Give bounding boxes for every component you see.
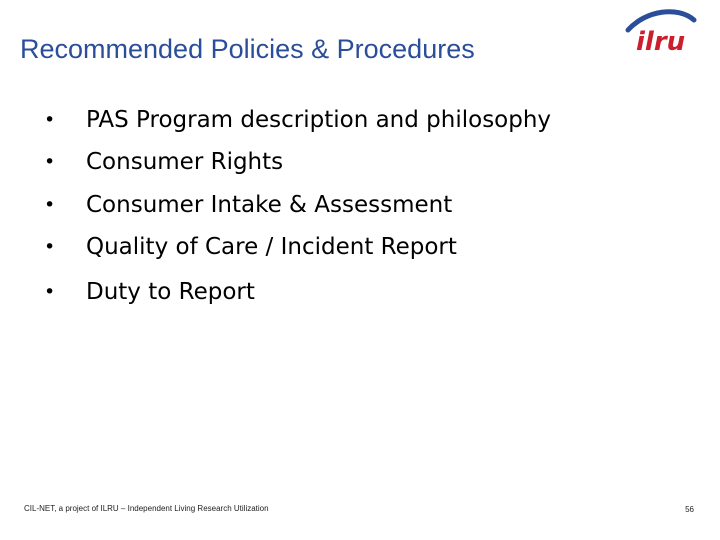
bullet-text: Consumer Rights bbox=[86, 149, 284, 175]
bullet-item bbox=[40, 229, 680, 265]
svg-text:ilru: ilru bbox=[636, 27, 686, 54]
bullet-marker: • bbox=[44, 281, 56, 303]
bullet-item bbox=[40, 144, 680, 180]
bullet-marker: • bbox=[44, 151, 56, 173]
bullet-item bbox=[40, 187, 680, 223]
bullet-item bbox=[40, 102, 680, 138]
bullet-marker: • bbox=[44, 194, 56, 216]
slide-title: Recommended Policies & Procedures bbox=[20, 34, 475, 64]
bullet-item bbox=[40, 274, 680, 310]
ilru-logo bbox=[620, 8, 700, 54]
bullet-text: Consumer Intake & Assessment bbox=[86, 192, 453, 218]
footer-credit: CIL-NET, a project of ILRU – Independent Living Research Utilization bbox=[24, 504, 269, 513]
page-number: 56 bbox=[685, 505, 694, 514]
bullet-marker: • bbox=[44, 109, 56, 131]
bullet-marker: • bbox=[44, 236, 56, 258]
bullet-text: PAS Program description and philosophy bbox=[86, 107, 552, 133]
bullet-text: Quality of Care / Incident Report bbox=[86, 234, 457, 260]
bullet-text: Duty to Report bbox=[86, 279, 255, 305]
